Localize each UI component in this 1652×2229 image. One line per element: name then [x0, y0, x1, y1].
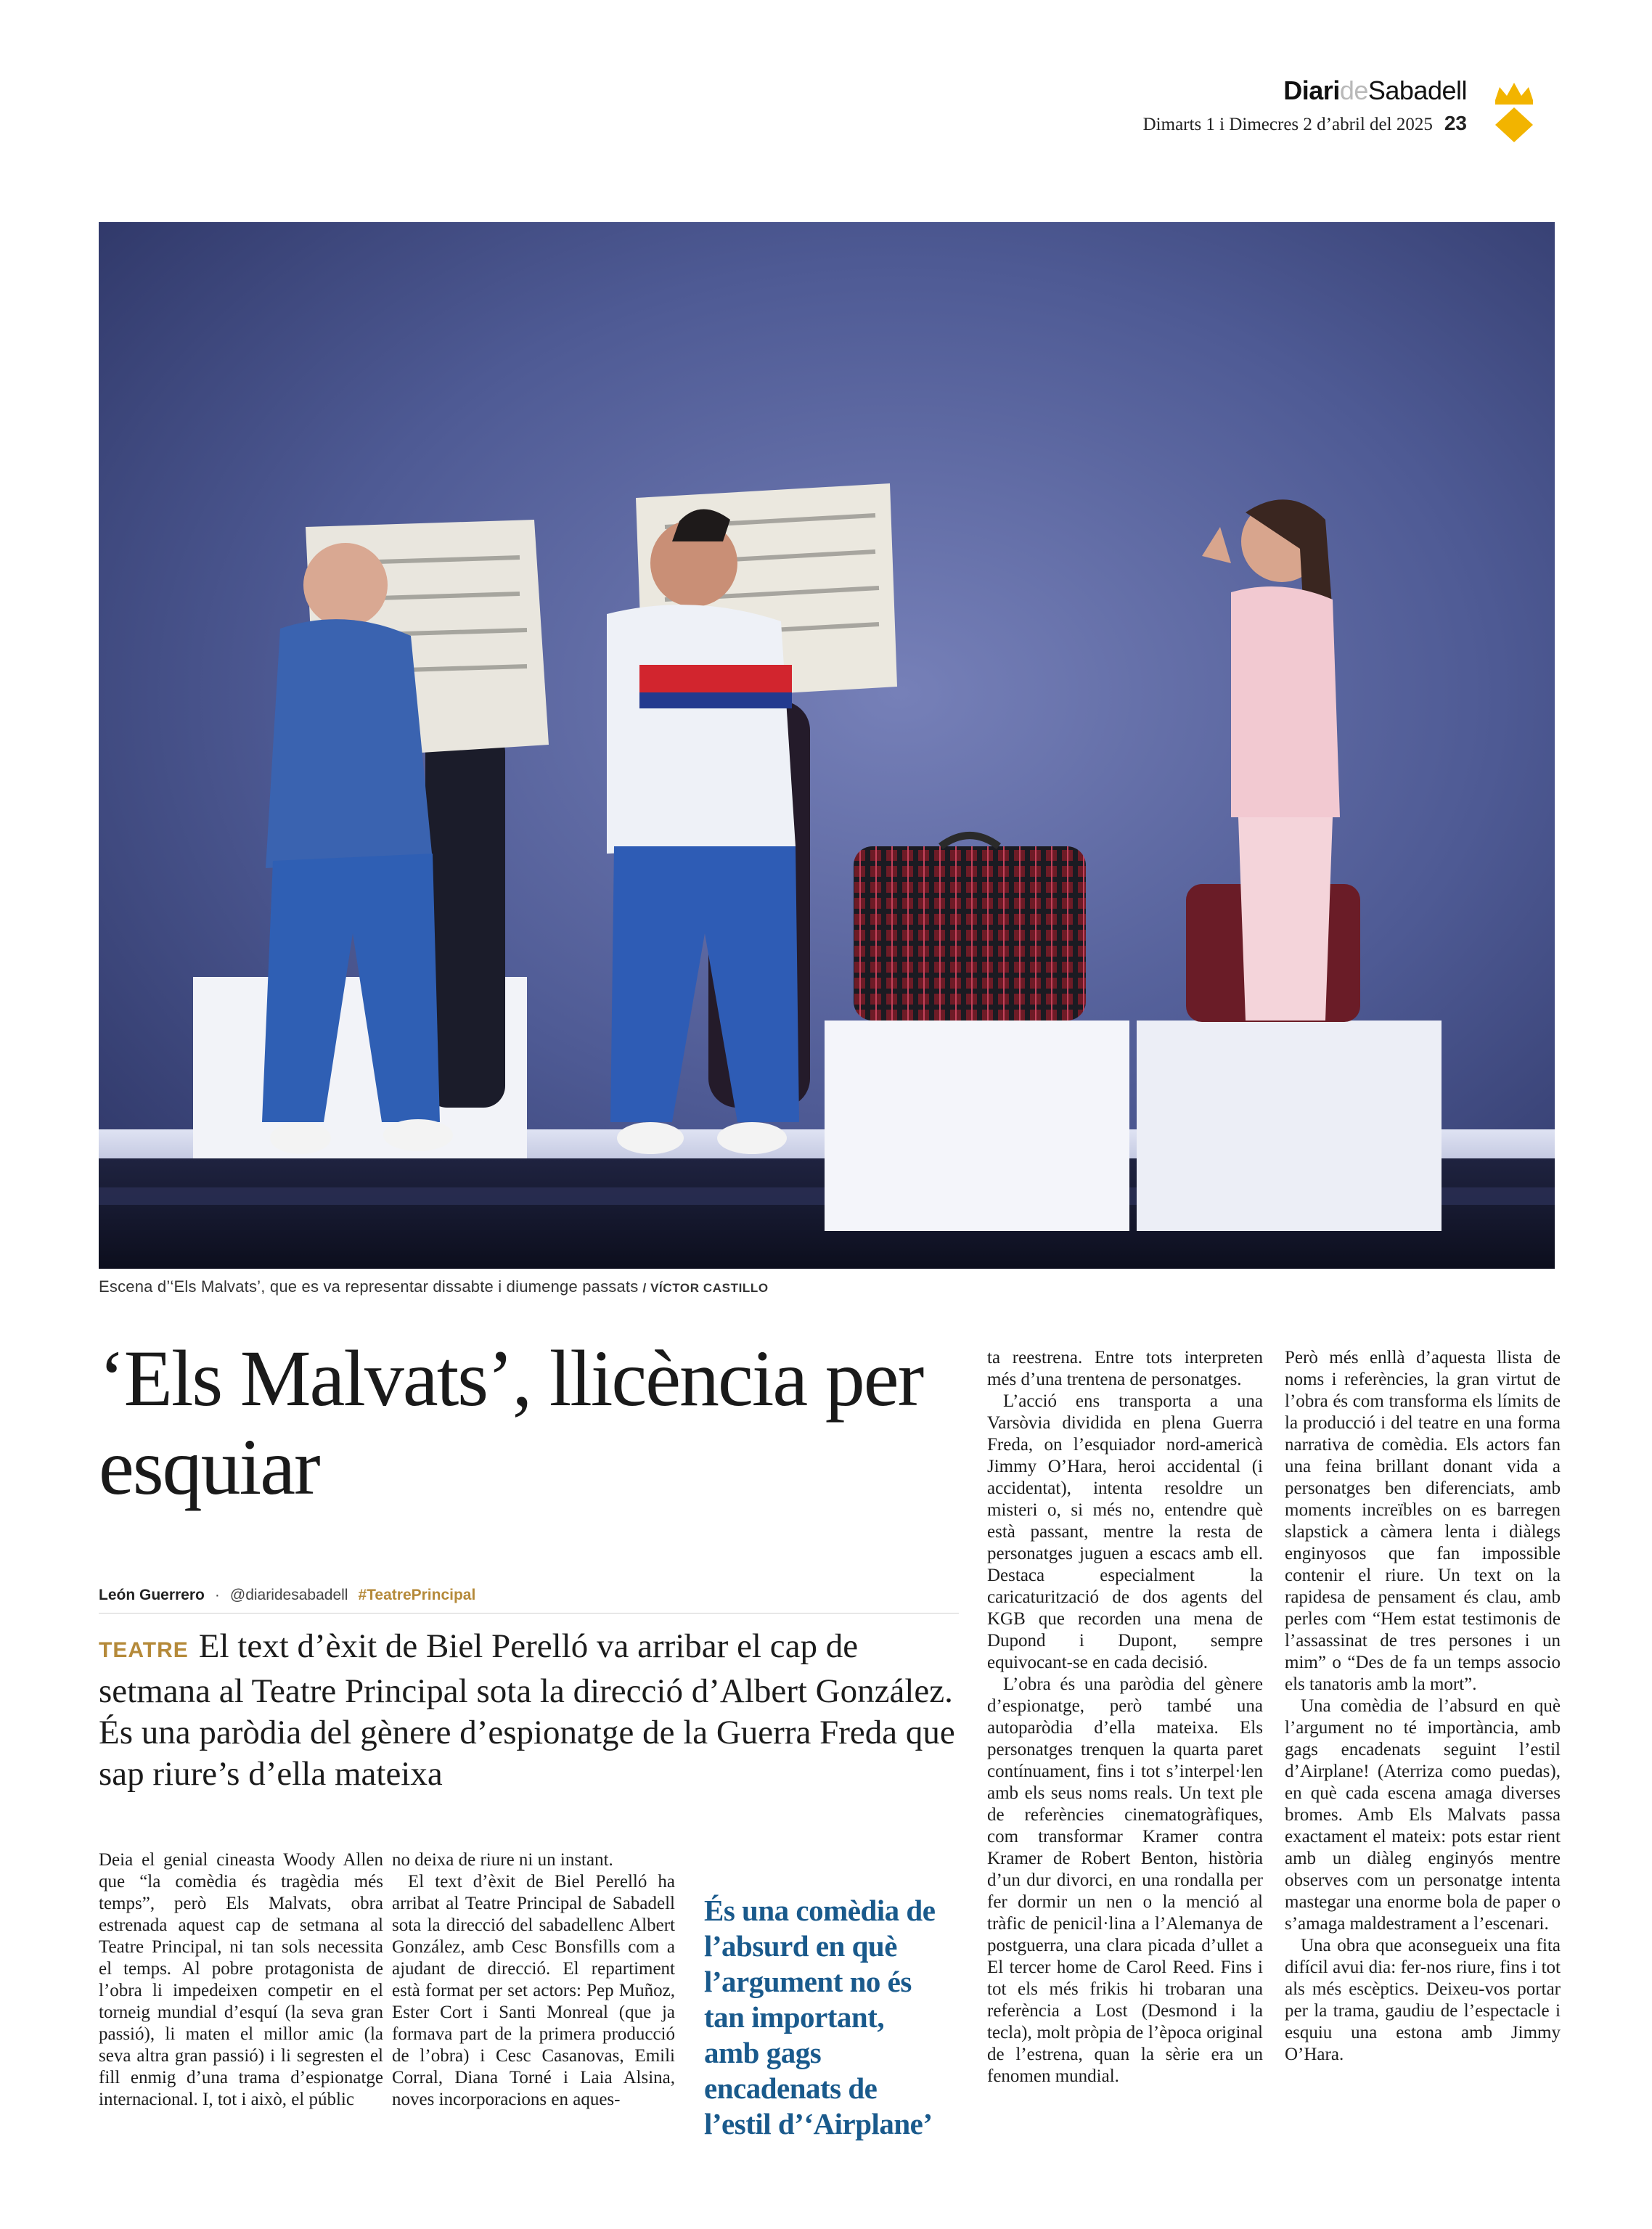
byline [99, 1587, 475, 1604]
pull-quote: És una comèdia de l’absurd en què l’argument no és tan important, amb gags encadenats de l’estil d’‘Airplane’ [704, 1894, 936, 2140]
headline: ‘Els Malvats’, llicència per esquiar [99, 1334, 923, 1511]
paragraph: ta reestrena. Entre tots interpreten més d’una trentena de personatges. [987, 1348, 1263, 1389]
paragraph: Però més enllà d’aquesta llista de noms i referències, la gran virtut de l’obra és com transforma els límits de la producció i del teatre en una forma narrativa de comèdia. Els actors fan una feina brillant donant vida a personatges ben diferenciats, amb moments increïbles on es barregen slapstick a càmera lenta i diàlegs enginyosos que fan impossible contenir el riure. Un text on la rapidesa de pensament és clau, amb perles com “Hem estat testimonis de l’assassinat de tres persones i un mim” o “Des de fa un temps associo els tanatoris amb la mort”. [1285, 1348, 1561, 1694]
caption-text: Escena d’‘Els Malvats’, que es va representar dissabte i diumenge passats [99, 1277, 639, 1296]
byline-separator: · [214, 1587, 220, 1603]
photo-caption [99, 1277, 769, 1296]
masthead [1283, 75, 1467, 106]
lede [99, 1626, 962, 1795]
paragraph: Deia el genial cineasta Woody Allen que “la comèdia és tragèdia més temps”, però Els Malvats, obra estrenada aquest cap de setmana al Teatre Principal, ni tan sols necessita el temps. Al pobre protagonista de l’obra li impedeixen competir en el torneig mundial d’esquí (la seva gran passió), li maten el millor amic (la seva altra gran passió) i li segresten el fill enmig d’una trama d’espionatge internacional. I, tot i això, el públic [99, 1850, 383, 2109]
paragraph: Una obra que aconsegueix una fita difícil avui dia: fer-nos riure, fins i tot als més escèptics. Deixeu-vos portar per la trama, gaudiu de l’espectacle i esquiu una estona amb Jimmy O’Hara. [1285, 1936, 1561, 2064]
section-kicker: TEATRE [99, 1638, 189, 1662]
social-handle[interactable]: @diaridesabadell [229, 1587, 348, 1603]
body-column-1 [99, 1849, 383, 2111]
masthead-de: de [1339, 75, 1368, 105]
paragraph: El text d’èxit de Biel Perelló ha arribat al Teatre Principal de Sabadell sota la direcció del sabadellenc Albert González, amb Cesc Bonsfills com a ajudant de direcció. El repartiment està format per set actors: Pep Muñoz, Ester Cort i Santi Monreal (que ja formava part de la primera producció de l’obra) i Cesc Casanovas, Emili Corral, Diana Torné i Laia Alsina, noves incorporacions en aques- [392, 1872, 675, 2109]
photo-credit: / VÍCTOR CASTILLO [642, 1281, 769, 1295]
body-column-2 [392, 1849, 675, 2111]
hashtag[interactable]: #TeatrePrincipal [358, 1587, 476, 1603]
stage-scene-illustration [99, 222, 1555, 1269]
issue-date: Dimarts 1 i Dimecres 2 d’abril del 2025 [1142, 115, 1433, 134]
page-number: 23 [1444, 112, 1467, 134]
body-column-3 [987, 1347, 1263, 2087]
sabadell-crest-icon [1485, 78, 1543, 144]
paragraph: Una comèdia de l’absurd en què l’argument no té importància, amb gags encadenats seguint l’estil d’Airplane! (Aterriza como puedas), en què cada escena amaga diverses bromes. Amb Els Malvats passa exactament el mateix: pots estar rient amb un diàleg enginyós mentre observes com un personatge intenta mastegar una enorme bola de paper o s’amaga maldestrament a l’escenari. [1285, 1696, 1561, 1934]
byline-divider [99, 1613, 959, 1614]
paragraph: no deixa de riure ni un instant. [392, 1850, 613, 1870]
lede-text: El text d’èxit de Biel Perelló va arribar el cap de setmana al Teatre Principal sota la direcció d’Albert González. És una paròdia del gènere d’espionatge de la Guerra Freda que sap riure’s d’ella mateixa [99, 1627, 955, 1793]
paragraph: L’obra és una paròdia del gènere d’espionatge, però també una autoparòdia d’ella mateixa. Els personatges trenquen la quarta paret contínuament, fins i tot s’interpel·len amb els seus noms reals. Un text ple de referències cinematogràfiques, com transformar Kramer contra Kramer de Robert Benton, història d’un dur divorci, en una rondalla per fer dormir un nen o la menció al tràfic de penicil·lina a l’Alemanya de postguerra, una clara picada d’ullet a El tercer home de Carol Reed. Fins i tot els més frikis hi trobaran una referència a Lost (Desmond i la tecla), molt pròpia de l’època original de l’estrena, quan la sèrie era un fenomen mundial. [987, 1674, 1263, 2086]
body-column-4 [1285, 1347, 1561, 2066]
dateline [1143, 112, 1467, 135]
stage-photo [99, 222, 1555, 1269]
masthead-sabadell: Sabadell [1367, 75, 1467, 105]
author-name: León Guerrero [99, 1587, 205, 1603]
masthead-diari: Diari [1283, 75, 1340, 105]
paragraph: L’acció ens transporta a una Varsòvia dividida en plena Guerra Freda, on l’esquiador nord-americà Jimmy O’Hara, heroi accidental (i accidentat), intenta resoldre un misteri o, si més no, entendre què està passant, mentre la resta de personatges juguen a escacs amb ell. Destaca especialment la caricaturització de dos agents del KGB que recorden una mena de Dupond i Dupont, sempre equivocant-se en cada decisió. [987, 1391, 1263, 1672]
